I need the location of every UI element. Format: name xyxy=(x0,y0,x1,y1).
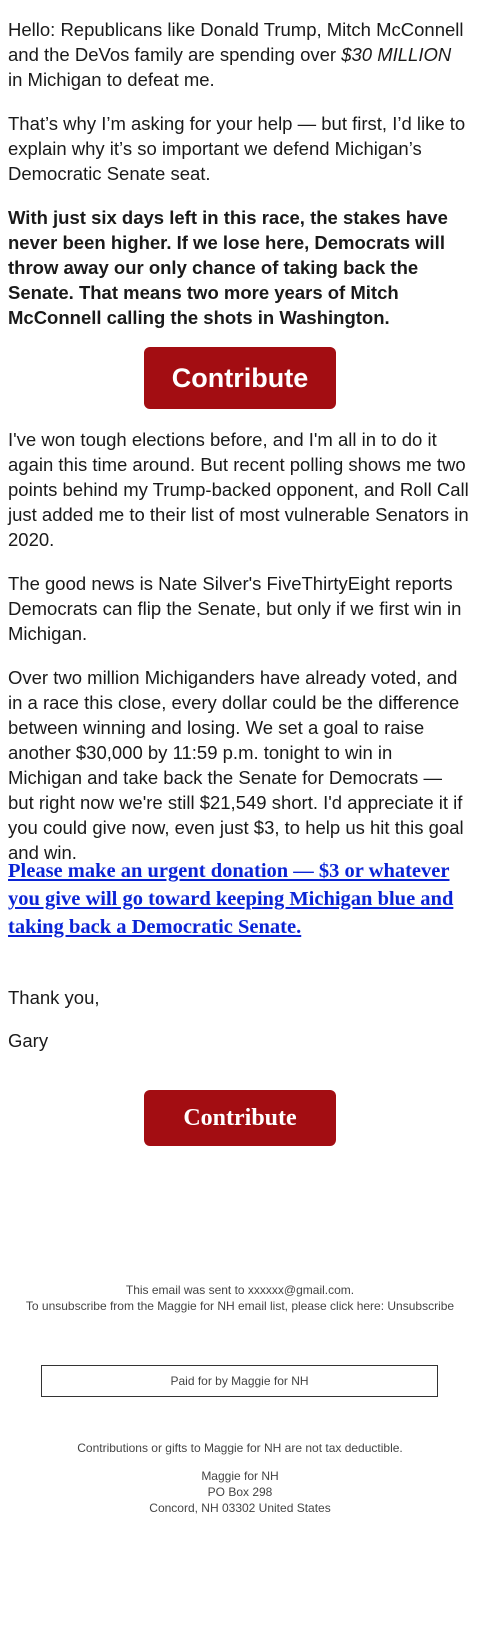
footer-address-line2: Concord, NH 03302 United States xyxy=(149,1501,331,1515)
footer-unsubscribe-line xyxy=(0,1298,480,1314)
paragraph-goal: Over two million Michiganders have already voted, and in a race this close, every dollar could be the difference between winning and losing. We set a goal to raise another $30,000 by 11:59 p.m. tonight to win in Michigan and take back the Senate for Democrats — but right now we're still $21,549 short. I'd appreciate it if you could give now, even just $3, to help us hit this goal and win. xyxy=(8,667,464,863)
paragraph-why-help: That’s why I’m asking for your help — but first, I’d like to explain why it’s so important we defend Michigan’s Democratic Senate seat. xyxy=(8,113,466,184)
footer-sent-to: This email was sent to xxxxxx@gmail.com. xyxy=(125,1283,355,1297)
paragraph-stakes: With just six days left in this race, the stakes have never been higher. If we lose here, Democrats will throw away our only chance of taking back the Senate. That means two more years of Mitch McConnell calling the shots in Washington. xyxy=(8,207,448,328)
unsubscribe-link[interactable]: Unsubscribe xyxy=(387,1299,455,1313)
donation-link[interactable]: Please make an urgent donation — $3 or whatever you give will go toward keeping Michigan blue and taking back a Democratic Senate. xyxy=(8,860,454,938)
contribute-button-top[interactable]: Contribute xyxy=(144,347,336,409)
closing-thanks: Thank you, xyxy=(8,987,100,1008)
contribute-button-bottom[interactable]: Contribute xyxy=(144,1090,336,1146)
footer-tax-note: Contributions or gifts to Maggie for NH are not tax deductible. xyxy=(77,1441,403,1455)
paragraph-good-news: The good news is Nate Silver's FiveThirtyEight reports Democrats can flip the Senate, but only if we first win in Michigan. xyxy=(8,573,462,644)
paragraph-tough-elections: I've won tough elections before, and I'm all in to do it again this time around. But recent polling shows me two points behind my Trump-backed opponent, and Roll Call just added me to their list of most vulnerable Senators in 2020. xyxy=(8,429,469,550)
footer-unsubscribe-text: To unsubscribe from the Maggie for NH email list, please click here: xyxy=(25,1299,388,1313)
footer-address-line1: PO Box 298 xyxy=(207,1485,273,1499)
intro-text-after: in Michigan to defeat me. xyxy=(8,69,215,90)
intro-amount: $30 MILLION xyxy=(341,44,452,65)
intro-paragraph xyxy=(8,17,470,92)
paid-for-box: Paid for by Maggie for NH xyxy=(41,1365,438,1397)
footer-address-name: Maggie for NH xyxy=(201,1469,279,1483)
signature: Gary xyxy=(8,1030,49,1051)
intro-text-before: Hello: Republicans like Donald Trump, Mitch McConnell and the DeVos family are spending over xyxy=(8,19,464,65)
